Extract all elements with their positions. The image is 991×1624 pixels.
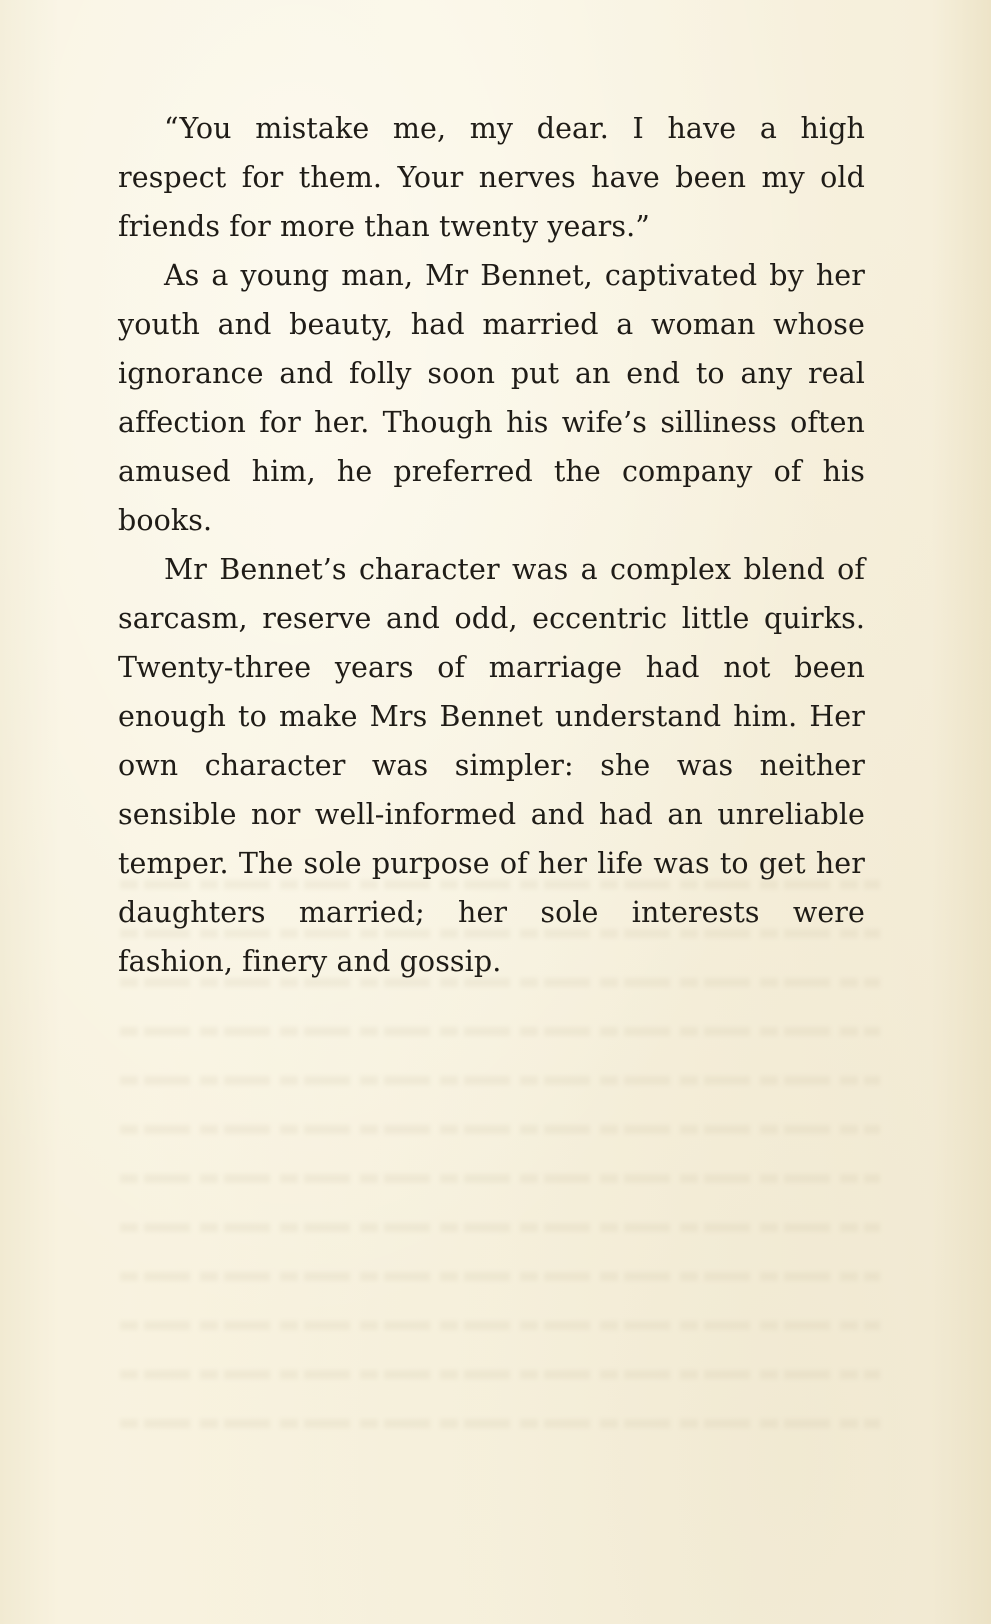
body-text	[118, 104, 865, 986]
paragraph-1: “You mistake me, my dear. I have a high respect for them. Your nerves have been my old friends for more than twenty years.”	[118, 112, 865, 243]
paragraph-3: Mr Bennet’s character was a complex blend of sarcasm, reserve and odd, eccentric little quirks. Twenty-three years of marriage had not been enough to make Mrs Bennet understand him. Her own character was simpler: she was neither sensible nor well-informed and had an unreliable temper. The sole purpose of her life was to get her daughters married; her sole interests were fashion, finery and gossip.	[118, 553, 865, 978]
paragraph-2: As a young man, Mr Bennet, captivated by her youth and beauty, had married a woman whose ignorance and folly soon put an end to any real affection for her. Though his wife’s silliness often amused him, he preferred the company of his books.	[118, 259, 865, 537]
